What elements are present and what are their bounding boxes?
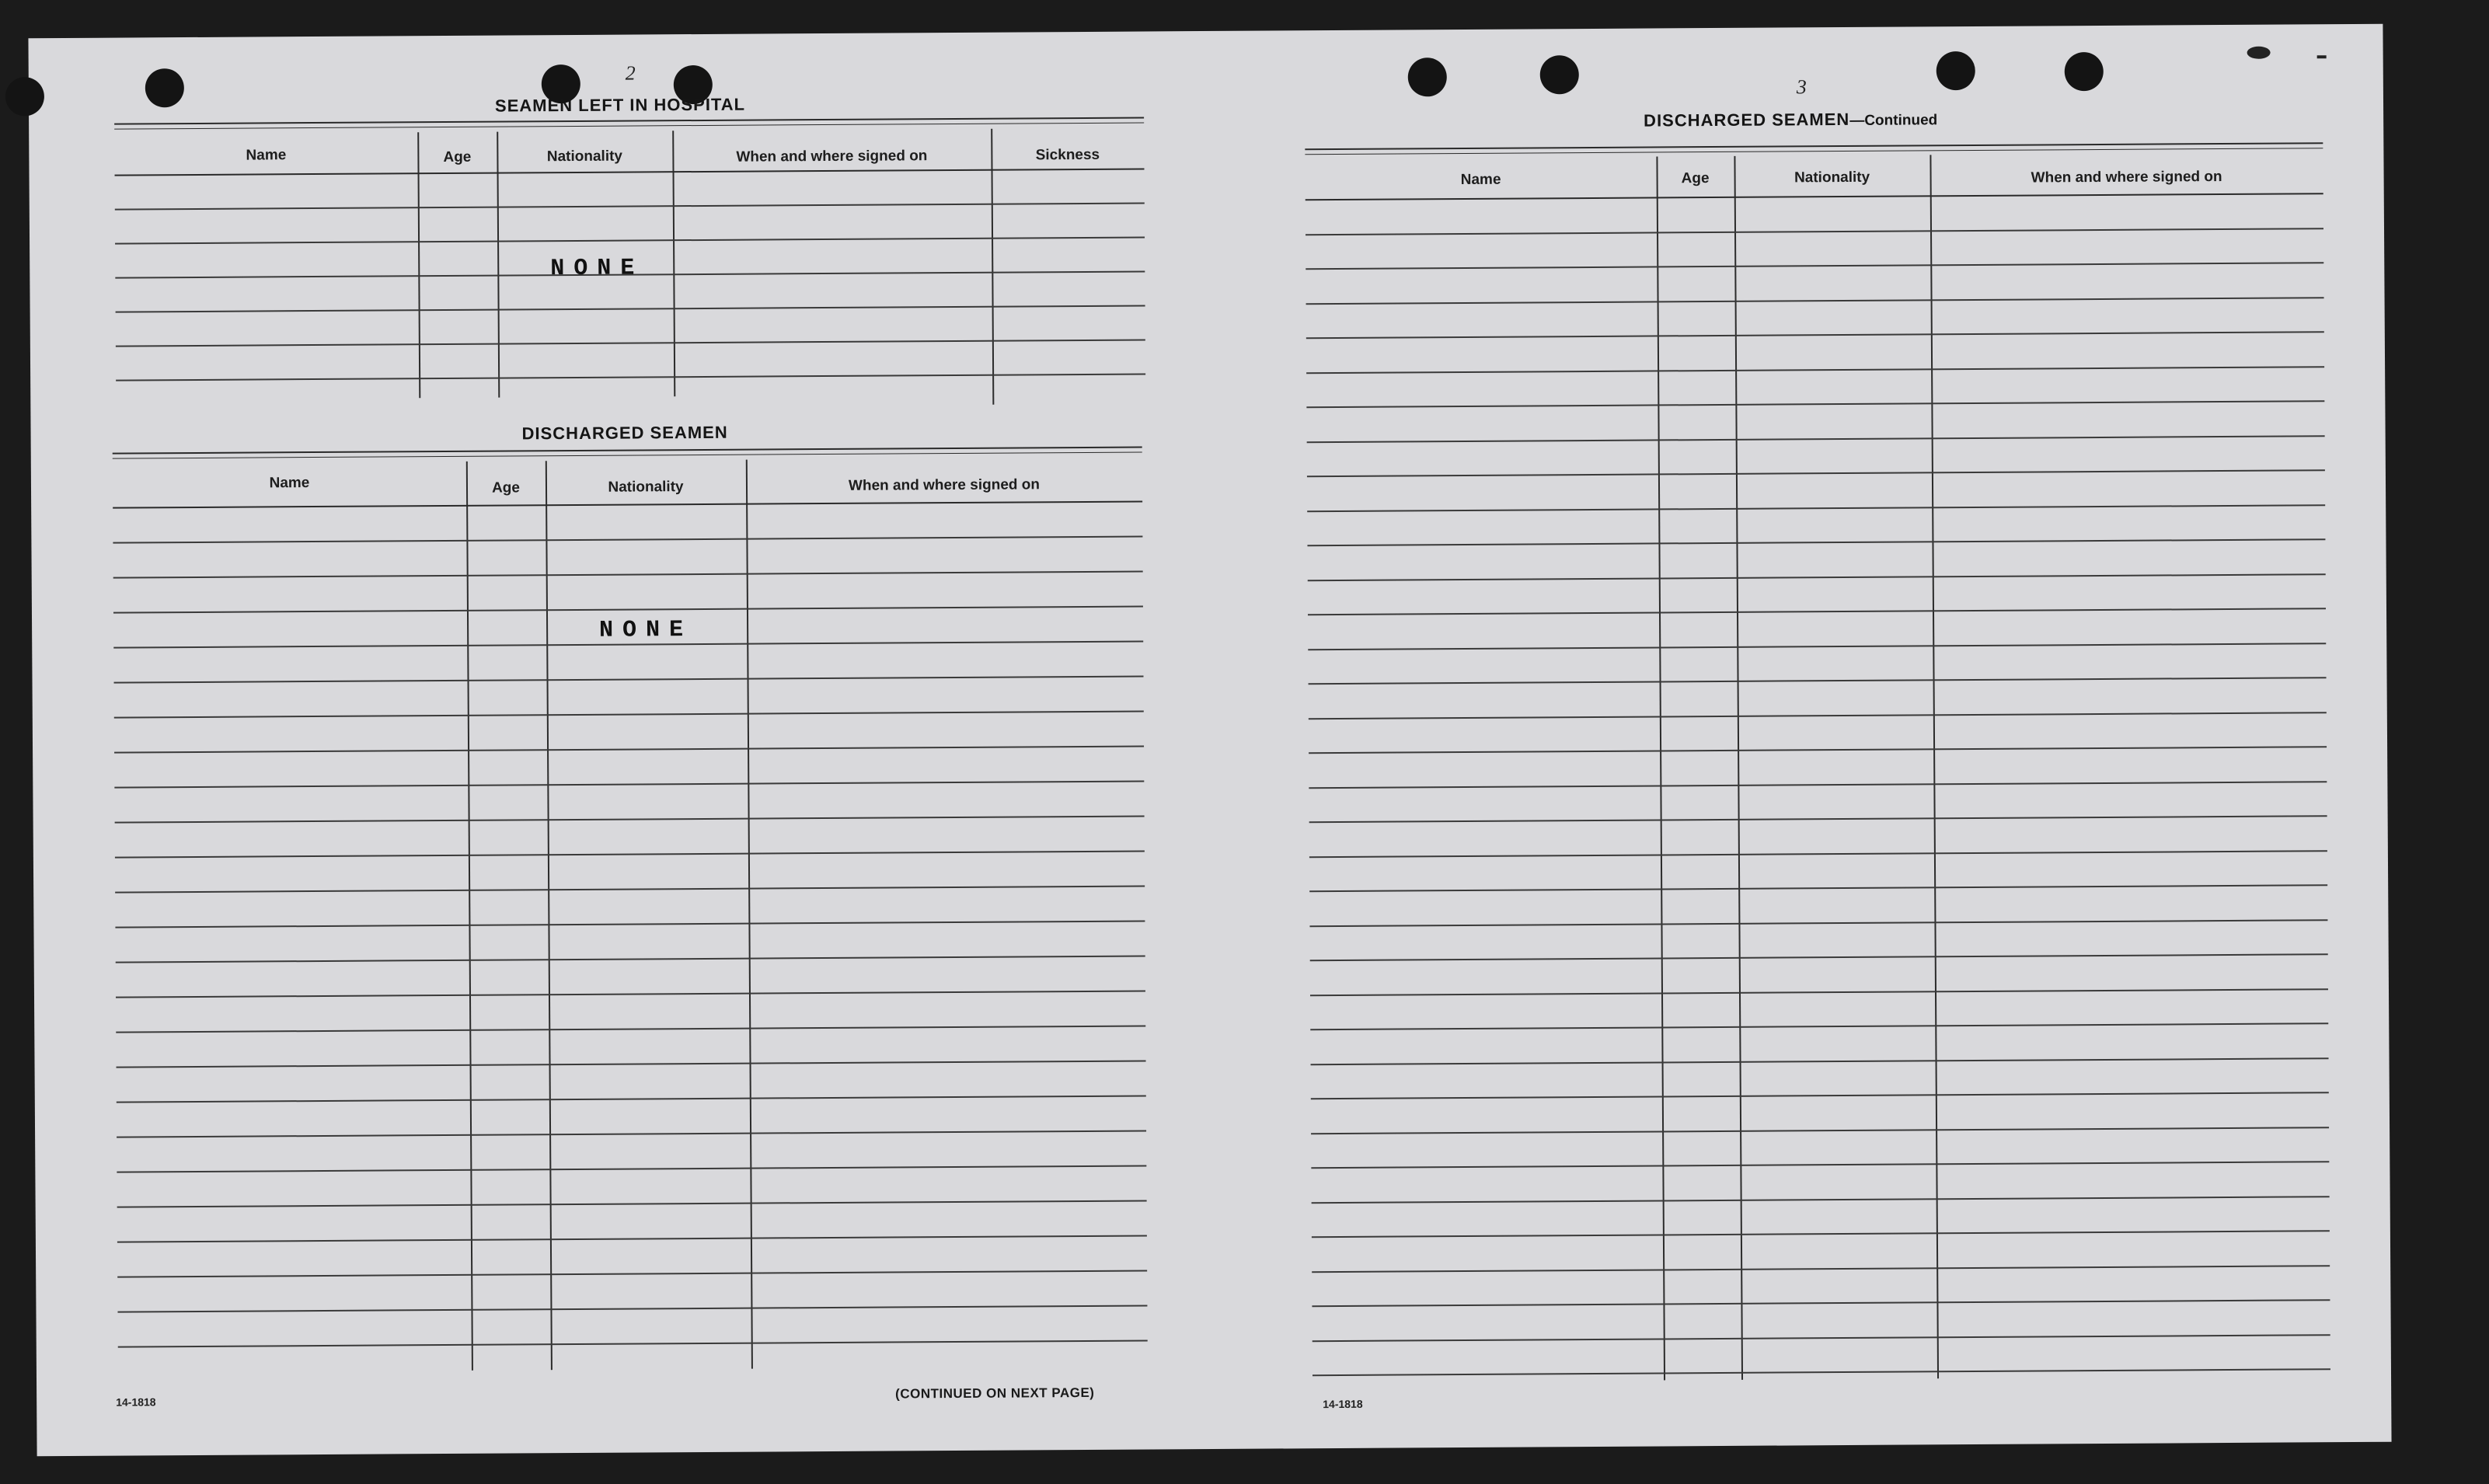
discharged-table [113, 458, 1148, 1396]
continued-note: (CONTINUED ON NEXT PAGE) [895, 1385, 1095, 1402]
row-rule [115, 203, 1145, 211]
row-rule [1308, 608, 2326, 615]
column-header-name: Name [1460, 171, 1501, 189]
row-rule [113, 536, 1142, 544]
column-header-signed-on: When and where signed on [848, 476, 1041, 494]
row-rule [1308, 573, 2326, 581]
column-header-nationality: Nationality [1794, 169, 1870, 186]
title-main: DISCHARGED SEAMEN [1644, 109, 1850, 131]
column-header-age: Age [443, 148, 472, 166]
mark-speck [2247, 47, 2271, 59]
row-rule [1306, 331, 2324, 339]
discharged-continued-title [1644, 109, 1937, 131]
row-rule [115, 921, 1145, 928]
row-rule [1310, 1022, 2328, 1030]
row-rule [116, 305, 1145, 312]
row-rule [1309, 781, 2327, 789]
column-rule [1929, 155, 1939, 1378]
title-double-rule [113, 447, 1142, 459]
typed-entry-none: NONE [550, 255, 644, 283]
row-rule [117, 1130, 1146, 1138]
row-rule [115, 851, 1145, 859]
row-rule [116, 373, 1145, 381]
column-rule [466, 462, 473, 1371]
row-rule [1307, 504, 2325, 512]
row-rule [1311, 1057, 2329, 1065]
column-header-age: Age [491, 479, 521, 496]
row-rule [1309, 850, 2327, 858]
row-rule [114, 676, 1144, 684]
row-rule [1309, 712, 2327, 719]
row-rule [115, 886, 1145, 894]
punch-hole [1408, 57, 1447, 96]
column-header-nationality: Nationality [546, 148, 623, 165]
punch-hole [145, 68, 184, 107]
document-sheet [28, 24, 2391, 1456]
row-rule [117, 1235, 1147, 1243]
row-rule [1312, 1334, 2330, 1342]
row-rule [115, 237, 1145, 245]
row-rule [116, 991, 1145, 998]
header-separator [115, 169, 1145, 176]
header-separator [113, 501, 1142, 509]
row-rule [116, 1026, 1145, 1033]
row-rule [1309, 884, 2327, 892]
row-rule [1311, 1092, 2329, 1099]
hospital-table [114, 128, 1145, 419]
row-rule [117, 1305, 1147, 1313]
row-rule [117, 1061, 1146, 1068]
column-header-signed-on: When and where signed on [2031, 169, 2222, 186]
row-rule [1311, 1127, 2329, 1134]
row-rule [117, 1165, 1146, 1173]
row-rule [1306, 366, 2324, 374]
page-number: 3 [1796, 75, 1807, 99]
row-rule [1312, 1368, 2330, 1376]
row-rule [118, 1340, 1148, 1348]
title-suffix: —Continued [1849, 112, 1938, 129]
row-rule [117, 1096, 1146, 1103]
row-rule [1309, 677, 2327, 685]
column-header-name: Name [246, 147, 287, 164]
row-rule [1312, 1265, 2330, 1273]
column-rule [746, 460, 753, 1369]
punch-hole [2065, 52, 2104, 91]
row-rule [1312, 1299, 2330, 1307]
row-rule [113, 606, 1143, 614]
row-rule [1311, 1161, 2329, 1169]
title-double-rule [114, 117, 1144, 130]
row-rule [1312, 1230, 2330, 1238]
discharged-section-title: DISCHARGED SEAMEN [521, 422, 728, 444]
row-rule [1310, 988, 2328, 996]
row-rule [116, 339, 1145, 347]
column-header-nationality: Nationality [608, 479, 684, 496]
column-rule [1734, 156, 1743, 1380]
row-rule [1307, 538, 2325, 546]
column-header-name: Name [269, 475, 310, 492]
punch-hole [5, 77, 44, 116]
column-rule [546, 461, 553, 1370]
row-rule [1309, 815, 2327, 823]
row-rule [114, 781, 1144, 789]
column-header-age: Age [1681, 170, 1710, 187]
row-rule [1309, 746, 2327, 754]
continued-table [1305, 152, 2330, 1394]
ruled-rows [113, 458, 1142, 464]
row-rule [115, 816, 1145, 824]
row-rule [117, 1270, 1147, 1278]
ruled-rows [114, 128, 1144, 134]
form-code: 14-1818 [1323, 1397, 1363, 1411]
mark-speck [2317, 55, 2327, 58]
row-rule [114, 746, 1144, 754]
punch-hole [1540, 55, 1579, 94]
row-rule [116, 956, 1145, 963]
row-rule [1307, 435, 2325, 443]
row-rule [1306, 400, 2324, 408]
header-separator [1306, 193, 2323, 200]
row-rule [1312, 1196, 2330, 1204]
typed-entry-none: NONE [599, 617, 693, 644]
column-header-sickness: Sickness [1035, 146, 1100, 164]
row-rule [114, 711, 1144, 719]
page-number: 2 [625, 61, 636, 85]
row-rule [117, 1200, 1147, 1208]
row-rule [1307, 469, 2325, 477]
row-rule [1306, 228, 2323, 235]
punch-hole [1936, 51, 1975, 90]
row-rule [1308, 643, 2326, 650]
form-code: 14-1818 [116, 1395, 156, 1409]
row-rule [1306, 262, 2323, 270]
row-rule [1310, 953, 2328, 961]
row-rule [113, 571, 1143, 579]
row-rule [1306, 297, 2324, 305]
column-rule [1656, 156, 1665, 1380]
hospital-section-title: SEAMEN LEFT IN HOSPITAL [494, 94, 746, 116]
row-rule [1309, 919, 2327, 927]
column-header-signed-on: When and where signed on [736, 148, 928, 165]
